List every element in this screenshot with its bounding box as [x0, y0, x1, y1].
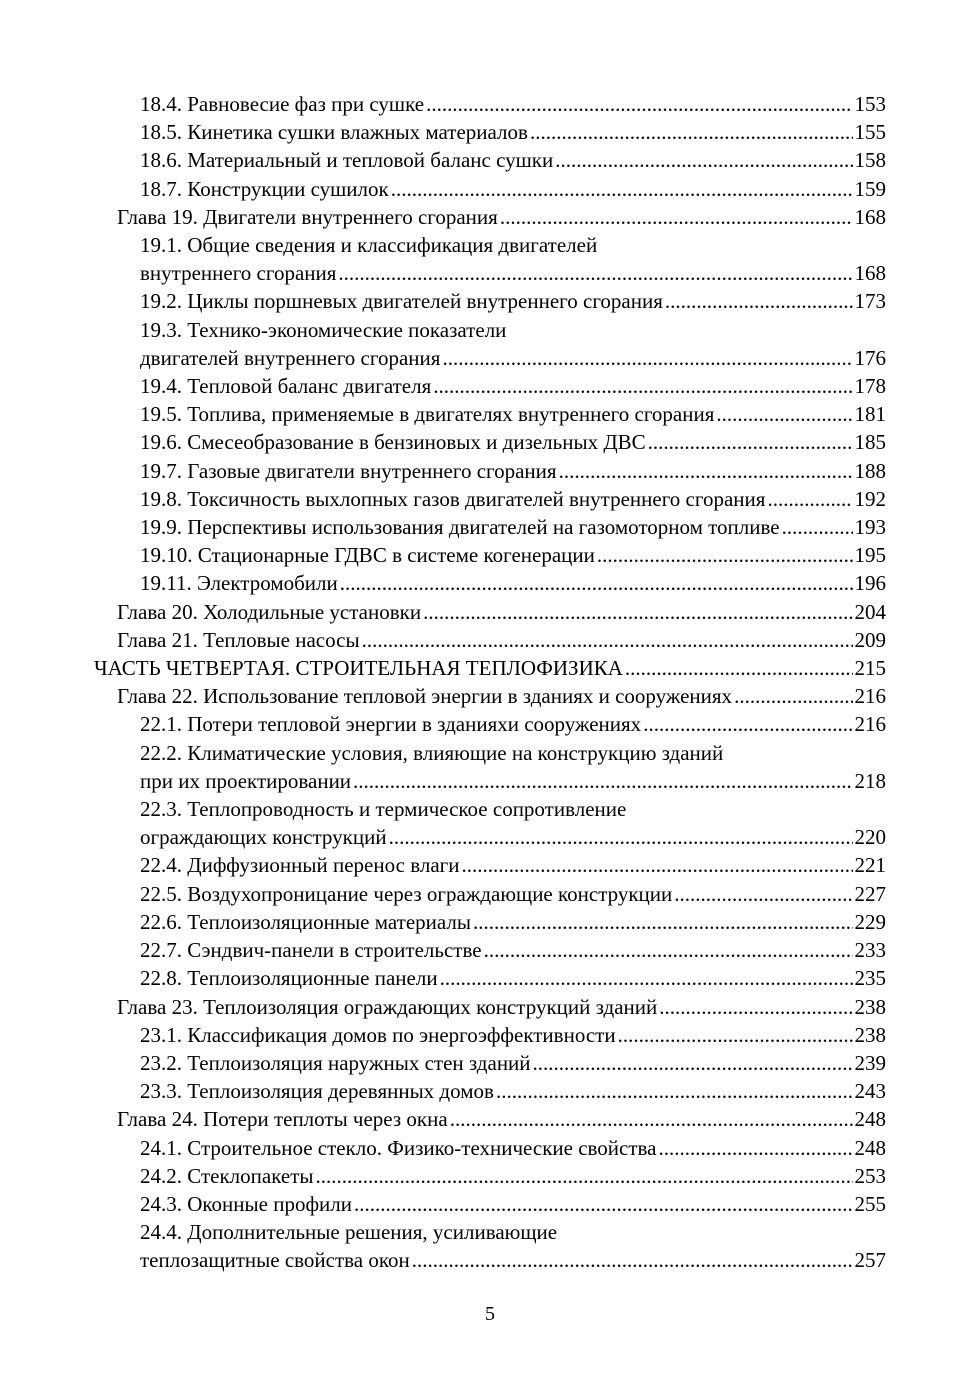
- toc-entry: [140, 541, 886, 569]
- toc-entry-page: 220: [854, 825, 886, 850]
- toc-entry-title: двигателей внутреннего сгорания: [140, 345, 441, 370]
- dot-leader: [316, 1162, 853, 1190]
- toc-entry-page: 195: [854, 543, 886, 568]
- toc-entry-page: 181: [854, 402, 886, 427]
- dot-leader: [450, 1105, 853, 1133]
- toc-entry: [140, 485, 886, 513]
- dot-leader: [674, 880, 852, 908]
- dot-leader: [597, 541, 853, 569]
- toc-entry-title: 19.11. Электромобили: [140, 571, 338, 596]
- toc-entry: [117, 993, 886, 1021]
- toc-entry-page: 215: [854, 656, 886, 681]
- table-of-contents: [0, 90, 980, 1275]
- toc-entry-title: 18.7. Конструкции сушилок: [140, 176, 389, 201]
- toc-entry: [140, 710, 886, 738]
- toc-entry: [140, 569, 886, 597]
- toc-entry-title: 24.3. Оконные профили: [140, 1191, 353, 1216]
- toc-entry-title: Глава 22. Использование тепловой энергии в зданиях и сооружениях: [117, 684, 733, 709]
- toc-entry-title: 19.9. Перспективы использования двигателей на газомоторном топливе: [140, 515, 780, 540]
- dot-leader: [767, 485, 852, 513]
- dot-leader: [473, 908, 853, 936]
- dot-leader: [643, 710, 852, 738]
- dot-leader: [412, 1246, 853, 1274]
- dot-leader: [362, 626, 853, 654]
- toc-entry-page: 239: [854, 1050, 886, 1075]
- toc-entry-page: 209: [854, 627, 886, 652]
- toc-entry-title: 19.5. Топлива, применяемые в двигателях внутреннего сгорания: [140, 402, 715, 427]
- dot-leader: [426, 90, 852, 118]
- toc-entry-page: 216: [854, 712, 886, 737]
- dot-leader: [354, 1190, 852, 1218]
- toc-entry-page: 255: [854, 1191, 886, 1216]
- dot-leader: [625, 654, 853, 682]
- toc-entry-page: 243: [854, 1079, 886, 1104]
- toc-entry-title: Глава 19. Двигатели внутреннего сгорания: [117, 204, 498, 229]
- toc-entry-page: 196: [854, 571, 886, 596]
- toc-entry-title-line1: 22.3. Теплопроводность и термическое сопротивление: [140, 797, 627, 822]
- dot-leader: [496, 1077, 853, 1105]
- toc-entry-page: 192: [854, 486, 886, 511]
- toc-entry-title: 22.5. Воздухопроницание через ограждающие конструкции: [140, 881, 673, 906]
- dot-leader: [500, 203, 853, 231]
- dot-leader: [716, 400, 852, 428]
- toc-entry-page: 229: [854, 909, 886, 934]
- dot-leader: [555, 146, 852, 174]
- toc-entry: [140, 795, 886, 851]
- toc-entry-page: 253: [854, 1163, 886, 1188]
- toc-entry-page: 153: [854, 92, 886, 116]
- toc-entry-page: 221: [854, 853, 886, 878]
- toc-entry-title: 19.6. Смесеобразование в бензиновых и дизельных ДВС: [140, 430, 646, 455]
- toc-entry-page: 248: [854, 1107, 886, 1132]
- dot-leader: [782, 513, 853, 541]
- toc-entry-title: 18.5. Кинетика сушки влажных материалов: [140, 120, 528, 145]
- toc-entry: [140, 936, 886, 964]
- toc-entry-page: 178: [854, 374, 886, 399]
- toc-entry-title: теплозащитные свойства окон: [140, 1248, 410, 1273]
- toc-entry-page: 159: [854, 176, 886, 201]
- toc-entry: [140, 1134, 886, 1162]
- toc-entry-title: 22.4. Диффузионный перенос влаги: [140, 853, 460, 878]
- toc-entry-title: 19.2. Циклы поршневых двигателей внутреннего сгорания: [140, 289, 663, 314]
- toc-entry-title: 23.2. Теплоизоляция наружных стен зданий: [140, 1050, 531, 1075]
- dot-leader: [648, 428, 853, 456]
- dot-leader: [338, 259, 852, 287]
- toc-entry-page: 188: [854, 458, 886, 483]
- toc-entry: [140, 316, 886, 372]
- toc-entry-page: 158: [854, 148, 886, 173]
- toc-entry-title: 19.7. Газовые двигатели внутреннего сгорания: [140, 458, 557, 483]
- toc-entry-page: 238: [854, 1022, 886, 1047]
- toc-entry: [117, 682, 886, 710]
- toc-entry: [140, 739, 886, 795]
- toc-entry-page: 218: [854, 768, 886, 793]
- toc-entry-title: Глава 20. Холодильные установки: [117, 599, 422, 624]
- toc-entry: [140, 118, 886, 146]
- toc-entry: [140, 908, 886, 936]
- toc-entry-title: 22.1. Потери тепловой энергии в зданияхи сооружениях: [140, 712, 642, 737]
- toc-entry: [140, 1190, 886, 1218]
- toc-entry: [140, 287, 886, 315]
- toc-entry: [140, 90, 886, 118]
- toc-entry-title: 23.3. Теплоизоляция деревянных домов: [140, 1079, 494, 1104]
- toc-entry-title: 18.4. Равновесие фаз при сушке: [140, 92, 425, 116]
- toc-entry-title: Глава 23. Теплоизоляция ограждающих конструкций зданий: [117, 994, 658, 1019]
- dot-leader: [659, 993, 852, 1021]
- toc-entry: [117, 598, 886, 626]
- toc-entry-title: внутреннего сгорания: [140, 261, 337, 286]
- toc-entry-title: 18.6. Материальный и тепловой баланс сушки: [140, 148, 554, 173]
- toc-entry-title-line1: 19.1. Общие сведения и классификация двигателей: [140, 233, 598, 258]
- toc-entry-page: 216: [854, 684, 886, 709]
- toc-entry-title-line1: 19.3. Технико-экономические показатели: [140, 317, 507, 342]
- toc-entry-title: 23.1. Классификация домов по энергоэффективности: [140, 1022, 616, 1047]
- dot-leader: [533, 1049, 853, 1077]
- toc-entry: [140, 146, 886, 174]
- dot-leader: [618, 1021, 853, 1049]
- dot-leader: [530, 118, 853, 146]
- dot-leader: [433, 372, 852, 400]
- toc-entry: [140, 851, 886, 879]
- toc-entry: [140, 513, 886, 541]
- toc-entry: [140, 1077, 886, 1105]
- toc-entry-title: 24.2. Стеклопакеты: [140, 1163, 314, 1188]
- toc-entry-page: 248: [854, 1135, 886, 1160]
- dot-leader: [389, 823, 853, 851]
- toc-entry: [140, 457, 886, 485]
- toc-entry-title: 19.8. Токсичность выхлопных газов двигателей внутреннего сгорания: [140, 486, 766, 511]
- page-number: 5: [485, 1303, 495, 1325]
- toc-entry-title: Глава 21. Тепловые насосы: [117, 627, 360, 652]
- dot-leader: [423, 598, 852, 626]
- toc-entry-page: 155: [854, 120, 886, 145]
- toc-entry: [140, 880, 886, 908]
- dot-leader: [440, 964, 853, 992]
- toc-entry-title: 22.6. Теплоизоляционные материалы: [140, 909, 471, 934]
- toc-entry: [140, 428, 886, 456]
- toc-entry-page: 235: [854, 966, 886, 991]
- dot-leader: [442, 344, 852, 372]
- toc-entry-page: 168: [854, 261, 886, 286]
- toc-entry-page: 257: [854, 1248, 886, 1273]
- dot-leader: [391, 175, 853, 203]
- dot-leader: [665, 287, 853, 315]
- toc-entry-title: при их проектировании: [140, 768, 352, 793]
- toc-entry-title: 19.10. Стационарные ГДВС в системе когенерации: [140, 543, 595, 568]
- toc-entry: [140, 372, 886, 400]
- toc-entry-title: 24.1. Строительное стекло. Физико-технические свойства: [140, 1135, 657, 1160]
- dot-leader: [462, 851, 853, 879]
- toc-entry: [140, 964, 886, 992]
- dot-leader: [734, 682, 852, 710]
- toc-entry-title: 19.4. Тепловой баланс двигателя: [140, 374, 432, 399]
- toc-entry: [94, 654, 886, 682]
- toc-entry-page: 204: [854, 599, 886, 624]
- toc-entry-page: 185: [854, 430, 886, 455]
- toc-entry: [140, 175, 886, 203]
- toc-entry: [140, 1162, 886, 1190]
- toc-entry-title: 22.7. Сэндвич-панели в строительстве: [140, 938, 482, 963]
- toc-entry: [117, 1105, 886, 1133]
- toc-entry-page: 176: [854, 345, 886, 370]
- toc-entry: [140, 231, 886, 287]
- dot-leader: [559, 457, 853, 485]
- toc-entry-page: 173: [854, 289, 886, 314]
- dot-leader: [484, 936, 853, 964]
- dot-leader: [353, 767, 852, 795]
- toc-entry-page: 238: [854, 994, 886, 1019]
- toc-entry: [140, 1218, 886, 1274]
- toc-entry: [117, 626, 886, 654]
- toc-entry-page: 233: [854, 938, 886, 963]
- toc-entry-title: ЧАСТЬ ЧЕТВЕРТАЯ. СТРОИТЕЛЬНАЯ ТЕПЛОФИЗИКА: [94, 656, 623, 681]
- dot-leader: [659, 1134, 853, 1162]
- toc-entry-page: 227: [854, 881, 886, 906]
- toc-entry-title-line1: 22.2. Климатические условия, влияющие на конструкцию зданий: [140, 740, 724, 765]
- toc-entry: [117, 203, 886, 231]
- toc-entry: [140, 1049, 886, 1077]
- toc-entry-title: 22.8. Теплоизоляционные панели: [140, 966, 438, 991]
- toc-entry-title: Глава 24. Потери теплоты через окна: [117, 1107, 448, 1132]
- toc-entry-page: 193: [854, 515, 886, 540]
- toc-entry-title: ограждающих конструкций: [140, 825, 387, 850]
- toc-entry: [140, 400, 886, 428]
- toc-entry-page: 168: [854, 204, 886, 229]
- dot-leader: [340, 569, 853, 597]
- toc-entry-title-line1: 24.4. Дополнительные решения, усиливающие: [140, 1220, 558, 1245]
- toc-entry: [140, 1021, 886, 1049]
